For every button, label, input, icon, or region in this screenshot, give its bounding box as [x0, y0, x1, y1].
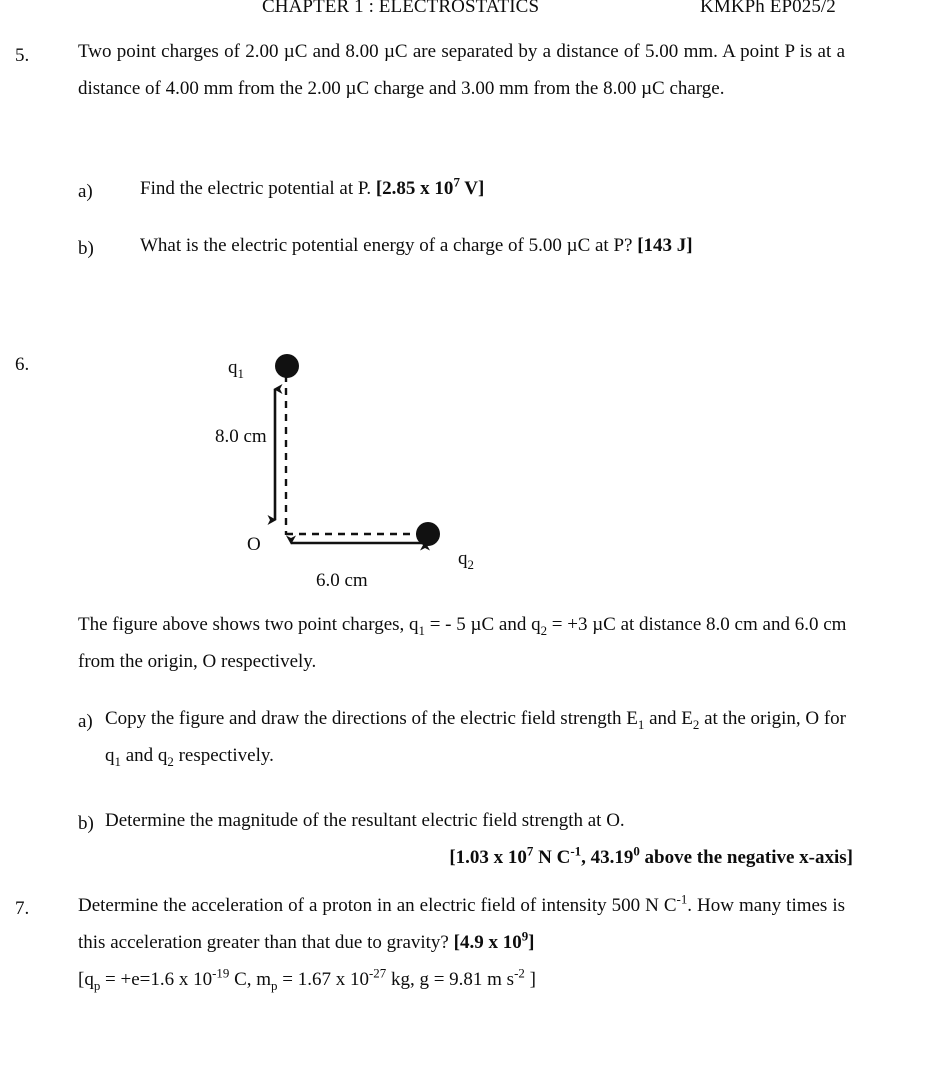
header-course-code: KMKPh EP025/2	[700, 0, 836, 17]
answer-base: [2.85 x 10	[375, 178, 454, 199]
caption-sub-1: 1	[418, 622, 425, 638]
question-6b-text: Determine the magnitude of the resultant electric field strength at O.	[105, 810, 625, 831]
q7-ans-2: ]	[528, 932, 535, 953]
answer-unit: V]	[459, 178, 485, 199]
horizontal-distance-label: 6.0 cm	[316, 570, 368, 591]
q6b-ans-3: , 43.19	[581, 847, 634, 868]
charge-q1-dot	[275, 354, 299, 378]
question-6-caption	[78, 606, 853, 680]
q6b-ans-4: above the negative x-axis]	[639, 847, 853, 868]
const-part-2: = +e=1.6 x 10	[100, 969, 213, 990]
question-7-text	[78, 887, 845, 961]
question-5-number: 5.	[15, 45, 30, 66]
question-5b-prompt: What is the electric potential energy of a charge of 5.00 µC at P?	[140, 235, 633, 256]
question-5b-answer: [143 J]	[637, 235, 693, 256]
q6a-sub-2: 2	[692, 716, 700, 732]
q7-ans-1: [4.9 x 10	[453, 932, 522, 953]
const-part-3: C, m	[229, 969, 272, 990]
q7-exp-1: -1	[676, 891, 688, 907]
caption-sub-2: 2	[540, 622, 548, 638]
charge-q2-dot	[416, 522, 440, 546]
q7-part-1: Determine the acceleration of a proton in an electric field of intensity 500 N C	[78, 895, 677, 916]
q7-part-2: . How many times is this acceleration greater than that due to gravity?	[78, 895, 845, 953]
q6b-ans-2: N C	[533, 847, 571, 868]
question-7-constants	[78, 961, 878, 998]
charge-configuration-figure	[185, 345, 515, 600]
const-sub-1: p	[93, 977, 101, 993]
question-5a-label: a)	[78, 181, 93, 202]
q6a-part-1: Copy the figure and draw the directions of the electric field strength E	[105, 708, 638, 729]
caption-part-1: The figure above shows two point charges, q	[78, 614, 419, 635]
origin-label: O	[247, 534, 261, 555]
q6a-part-2: and E	[644, 708, 693, 729]
q6b-ans-exp-3: 0	[633, 843, 640, 859]
const-exp-1: -19	[212, 965, 230, 981]
question-5b-label: b)	[78, 238, 94, 259]
question-6b-answer	[105, 839, 853, 876]
question-5-text: Two point charges of 2.00 µC and 8.00 µC are separated by a distance of 5.00 mm. A point P is at a distance of 4.00 mm from the 2.00 µC charge and 3.00 mm from the 8.00 µC charge.	[78, 41, 845, 99]
const-part-6: ]	[524, 969, 536, 990]
question-7-answer	[453, 928, 535, 953]
question-6a-text	[105, 700, 853, 774]
question-7-number: 7.	[15, 898, 30, 919]
const-exp-3: -2	[514, 965, 525, 981]
q6b-ans-exp-1: 7	[526, 843, 534, 859]
vertical-distance-label: 8.0 cm	[215, 426, 267, 447]
caption-part-3: = +3 µC at distance 8.0 cm and 6.0 cm from the origin, O respectively.	[78, 614, 847, 672]
q6a-part-4: and q	[120, 745, 168, 766]
const-part-1: [q	[78, 969, 94, 990]
header-chapter-title: CHAPTER 1 : ELECTROSTATICS	[262, 0, 540, 17]
charge-q1-label: $q_1$	[228, 357, 244, 381]
caption-part-2: = - 5 µC and q	[424, 614, 541, 635]
question-6-number: 6.	[15, 354, 30, 375]
q6a-part-5: respectively.	[173, 745, 274, 766]
q6a-sub-4: 2	[167, 753, 174, 769]
q7-ans-exp: 9	[521, 928, 529, 944]
question-5a-answer	[375, 174, 485, 199]
question-6b-label: b)	[78, 813, 94, 834]
question-5b-text	[140, 227, 860, 264]
q6a-sub-1: 1	[637, 716, 645, 732]
question-5a-prompt: Find the electric potential at P.	[140, 178, 372, 199]
q6b-ans-1: [1.03 x 10	[449, 847, 527, 868]
const-part-5: kg, g = 9.81 m s	[386, 969, 515, 990]
q6a-part-3: at the origin, O for q	[105, 708, 847, 766]
q6a-sub-3: 1	[114, 753, 121, 769]
q6b-ans-exp-2: -1	[570, 843, 582, 859]
const-part-4: = 1.67 x 10	[277, 969, 369, 990]
const-exp-2: -27	[368, 965, 387, 981]
question-6a-label: a)	[78, 711, 93, 732]
answer-exponent: 7	[453, 174, 460, 190]
page-header	[0, 0, 933, 20]
charge-q2-label: $q_2$	[458, 548, 474, 572]
question-5a-text	[140, 170, 860, 207]
const-sub-2: p	[271, 977, 278, 993]
